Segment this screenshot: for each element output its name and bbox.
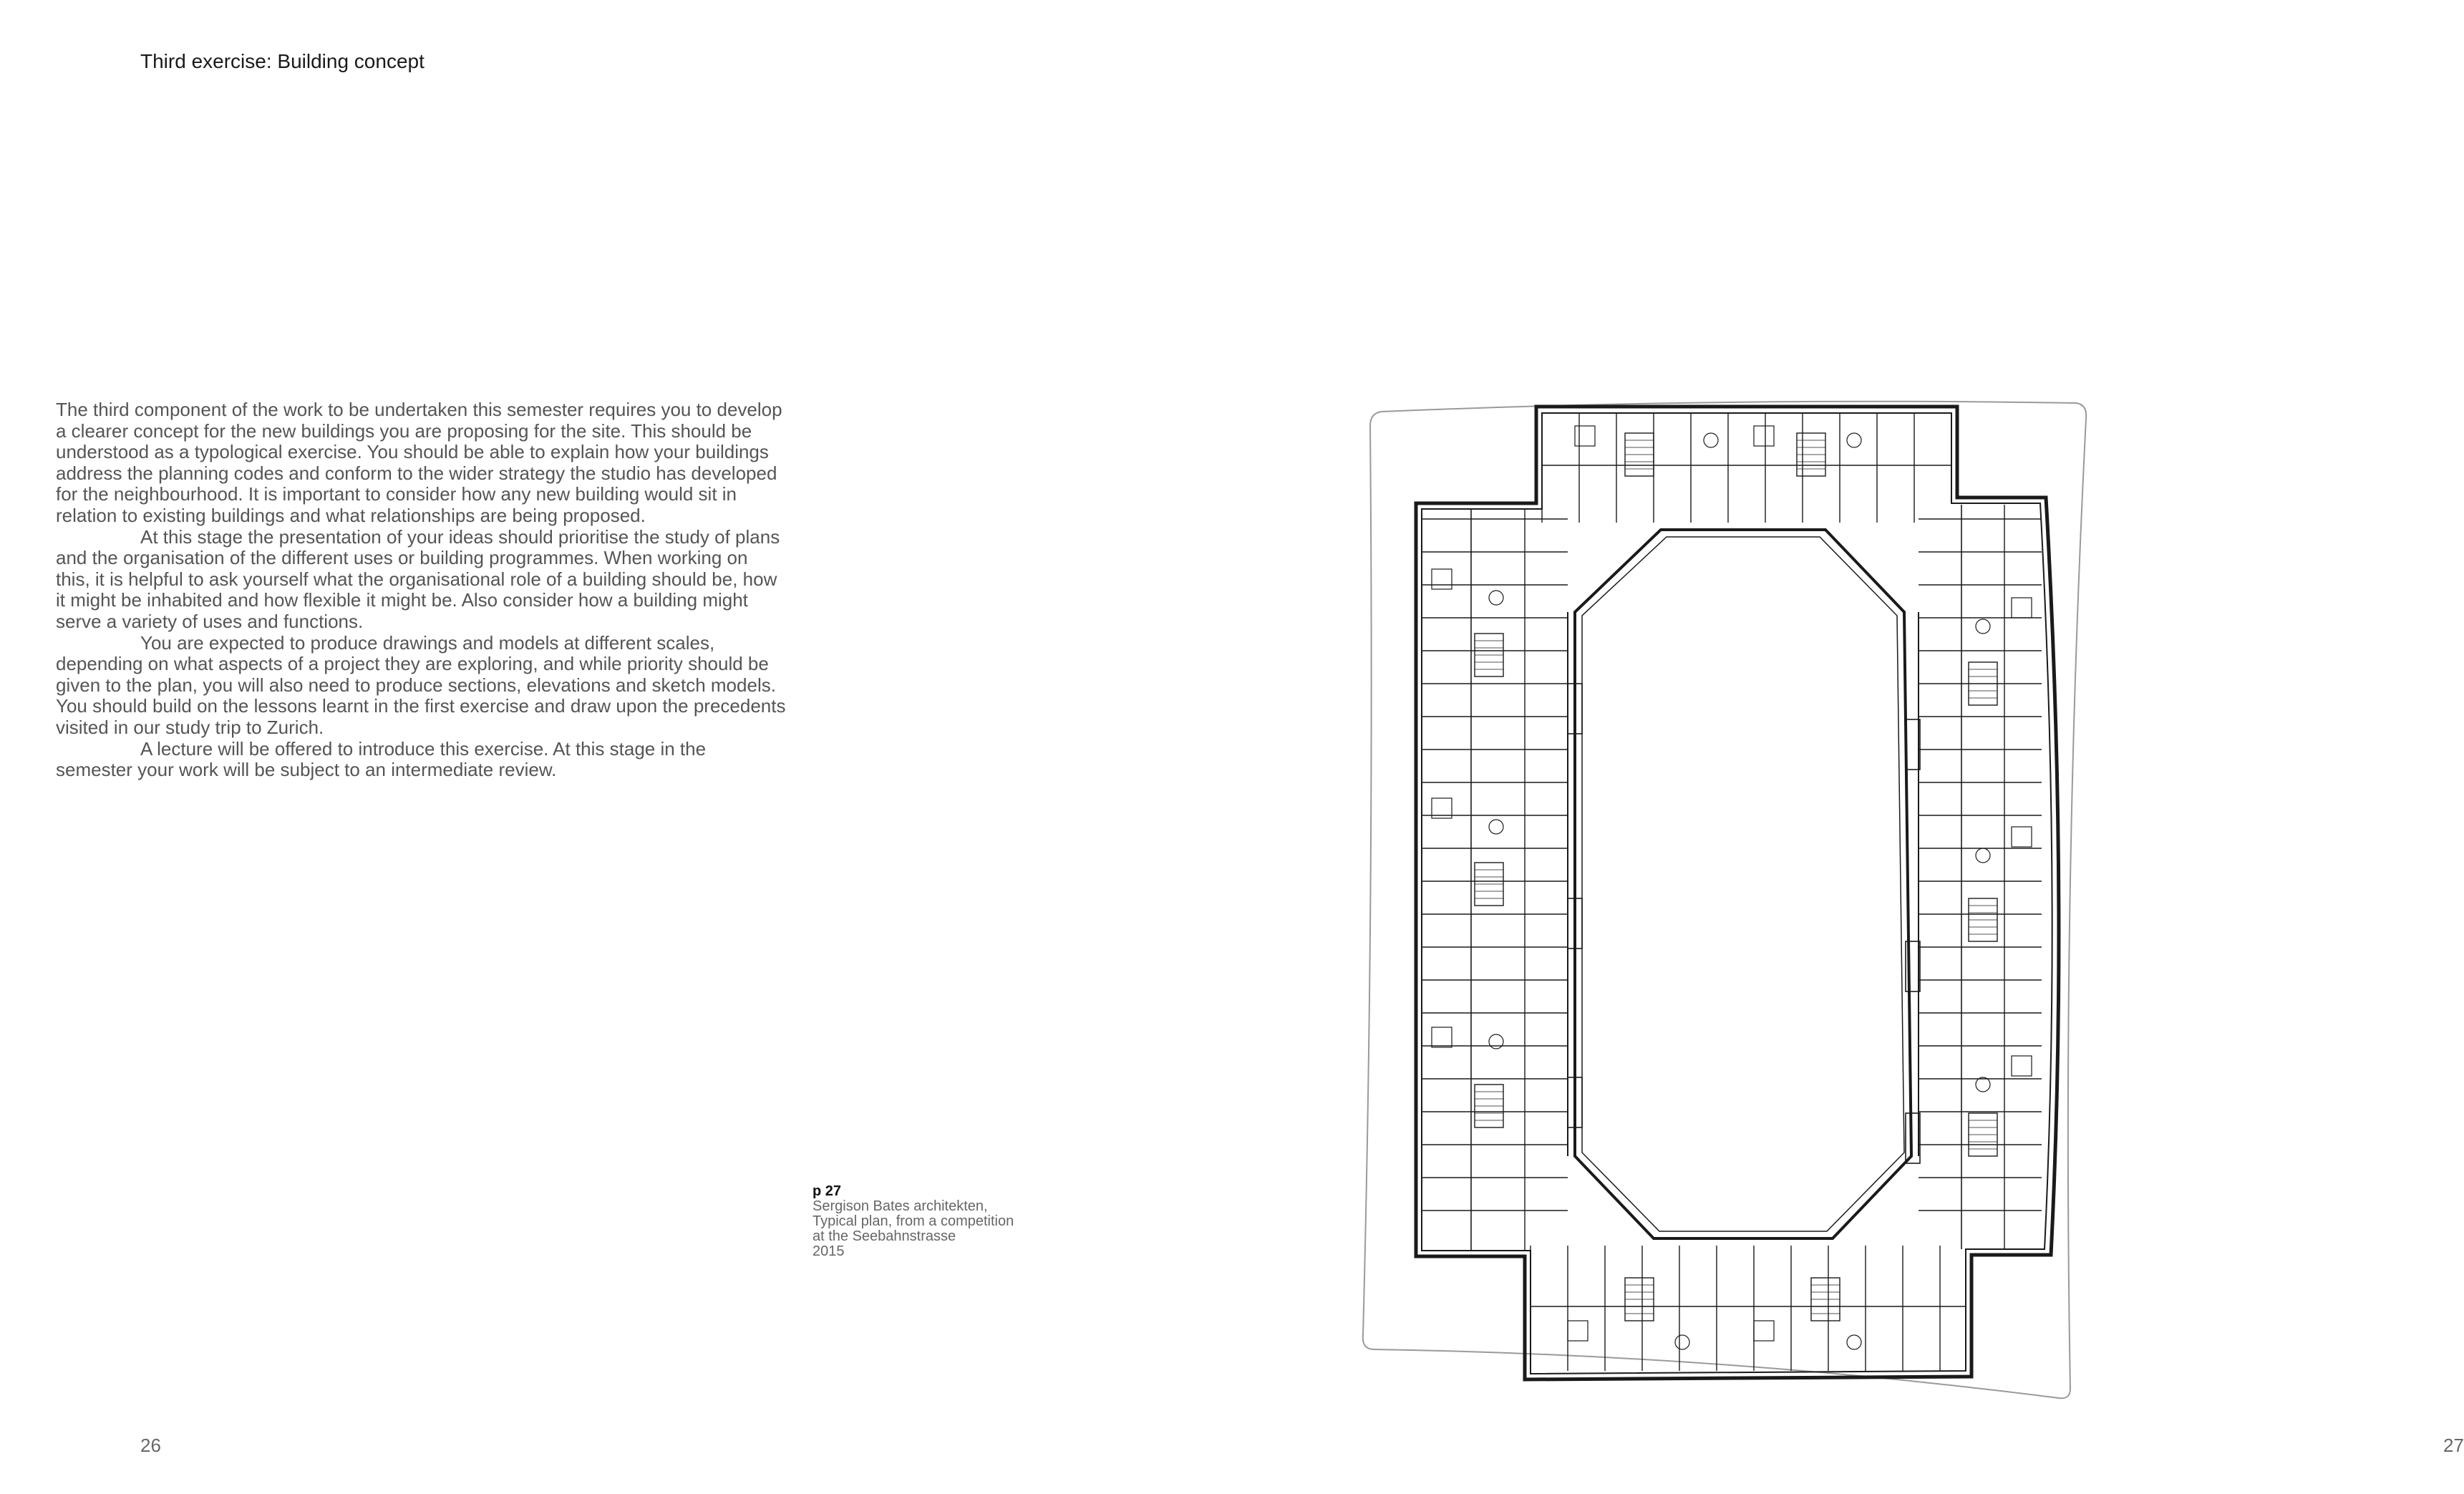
building-outer	[1416, 407, 2059, 1379]
caption-line-3: at the Seebahnstrasse	[813, 1228, 956, 1244]
paragraph-4: A lecture will be offered to introduce this exercise. At this stage in the semester your work will be subject to an intermediate review.	[56, 737, 707, 781]
left-page	[0, 0, 1127, 1494]
caption-line-4: 2015	[813, 1243, 845, 1259]
paragraph-2: At this stage the presentation of your ideas should prioritise the study of plans and the organisation of the different uses or building programmes. When working on this, it is helpful to ask yourself what the organisational role of a building should be, how it might be inhabited and how flexible it might be. Also consider how a building might serve a variety of uses and functions.	[56, 525, 780, 632]
caption-line-2: Typical plan, from a competition	[813, 1213, 1014, 1229]
page-number-right: 27	[2443, 1435, 2464, 1456]
plan-room-grid	[1422, 413, 2042, 1371]
caption-line-1: Sergison Bates architekten,	[813, 1198, 988, 1214]
courtyard	[1575, 530, 1911, 1238]
running-header: Third exercise: Building concept	[140, 50, 425, 72]
caption-page-ref: p 27	[813, 1183, 842, 1199]
figure-caption	[813, 1184, 1042, 1259]
page-number-left: 26	[140, 1435, 161, 1456]
paragraph-1: The third component of the work to be undertaken this semester requires you to develop a clearer concept for the new buildings you are proposing for the site. This should be understood as a typological exercise. You should be able to explain how your buildings address the planning codes and conform to the wider strategy the studio has developed for the neighbourhood. It is important to consider how any new building would sit in relation to existing buildings and what relationships are being proposed.	[56, 399, 782, 526]
body-text	[56, 399, 786, 781]
floor-plan-drawing-icon	[1353, 397, 2090, 1407]
paragraph-3: You are expected to produce drawings and models at different scales, depending on what aspects of a project they are exploring, and while priority should be given to the plan, you will also need to produce sections, elevations and sketch models. You should build on the lessons learnt in the first exercise and draw upon the precedents visited in our study trip to Zurich.	[56, 631, 786, 738]
